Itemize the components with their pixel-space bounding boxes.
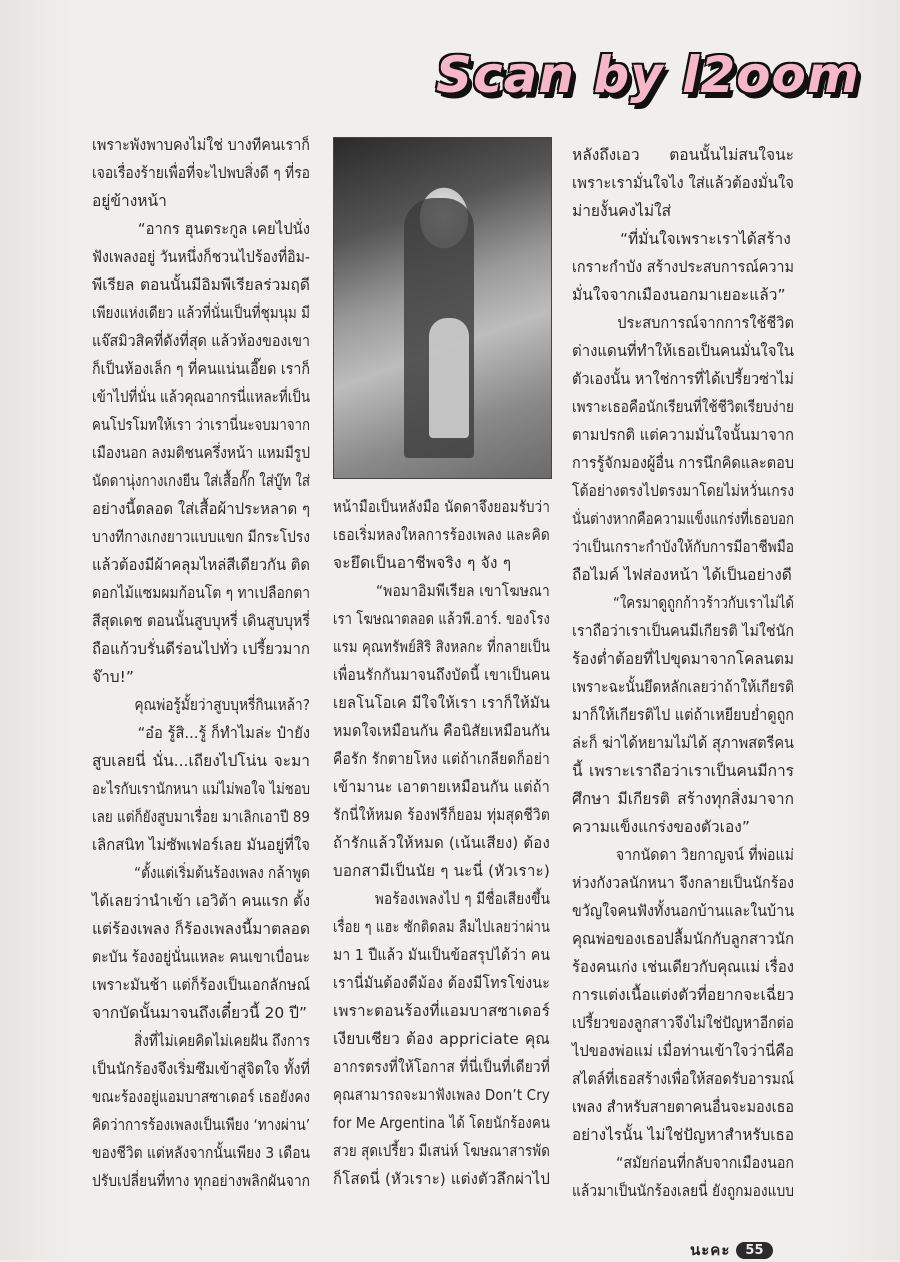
paragraph (92, 215, 310, 691)
text-line: หมดใจเหมือนกัน คือนิสัยเหมือนกัน (333, 722, 550, 740)
text-line: ห่วงกังวลนักหนา จึงกลายเป็นนักร้อง (572, 874, 794, 892)
text-line: แรม คุณทรัพย์สิริ สิงหลกะ ที่กลายเป็น (333, 638, 550, 656)
text-line: ถือแก้วบรั่นดีร่อนไปทั่ว เปรี้ยวมาก (92, 640, 310, 658)
text-line: สูบเลยนี่ นั่น...เถียงไปโน่น จะมา (92, 752, 310, 770)
text-line: เพียงแห่งเดียว แล้วที่นั่นเป็นที่ชุมนุม มี (92, 304, 310, 322)
text-line: เป็นนักร้องจึงเริ่มซึมเข้าสู่จิตใจ ทั้งที่ (92, 1060, 310, 1078)
photo-child-figure (429, 318, 469, 438)
text-line: นั่นต่างหากคือความแข็งแกร่งที่เธอบอก (572, 510, 794, 528)
paragraph (572, 1149, 794, 1205)
text-line: ก็โสดนี่ (หัวเราะ) แต่งตัวลึกผ่าไป (333, 1170, 550, 1188)
text-line: for Me Argentina ได้ โดยนักร้องคน (333, 1114, 550, 1132)
paragraph (92, 691, 310, 719)
text-line: คนโปรโมทให้เรา ว่าเรานี่นะจบมาจาก (92, 416, 310, 434)
text-line: เราถือว่าเราเป็นคนมีเกียรติ ไม่ใช่นัก (572, 622, 794, 640)
text-line: เรานี่มันต้องดีม้อง ต้องมีโทรโข่งนะ (333, 974, 550, 992)
text-line: เพราะตอนร้องที่แอมบาสซาเดอร์ (333, 1002, 550, 1020)
text-line: ตามปรกติ แต่ความมั่นใจนั้นมาจาก (572, 426, 794, 444)
text-line: เลิกสนิท ไม่ซัพเฟอร์เลย มันอยู่ที่ใจ (92, 836, 310, 854)
text-line: ฟังเพลงอยู่ วันหนึ่งก็ชวนไปร้องที่อิม- (92, 248, 310, 266)
text-line: “ที่มั่นใจเพราะเราได้สร้าง (620, 230, 791, 248)
text-line: ของชีวิต แต่หลังจากนั้นเพียง 3 เดือน (92, 1144, 310, 1162)
text-line: มาก็ให้เกียรติไป แต่ถ้าเหยียบย่ำดูถูก (572, 706, 794, 724)
text-line: พอร้องเพลงไป ๆ มีชื่อเสียงขึ้น (374, 890, 550, 908)
text-line: เงียบเชียว ต้อง appriciate คุณ (333, 1030, 550, 1048)
text-line: คือรัก รักตายโหง แต่ถ้าเกลียดก็อย่า (333, 750, 550, 768)
text-line: ตะบัน ร้องอยู่นั่นแหละ คนเขาเบื่อนะ (92, 948, 310, 966)
text-line: สไตล์ที่เธอสร้างเพื่อให้สอดรับอารมณ์ (572, 1070, 794, 1088)
text-line: ดอกไม้แซมผมก้อนโต ๆ ทาเปลือกตา (92, 584, 310, 602)
text-line: “ใครมาดูถูกก้าวร้าวกับเราไม่ได้ (612, 594, 794, 612)
text-line: เพราะมันช้า แต่ก็ร้องเป็นเอกลักษณ์ (92, 976, 310, 994)
paragraph (92, 1027, 310, 1195)
text-line: ขวัญใจคนฟังทั้งนอกบ้านและในบ้าน (572, 902, 794, 920)
paragraph (333, 885, 550, 1193)
text-line: อะไรกับเรานักหนา แม่ไม่พอใจ ไม่ชอบ (92, 780, 310, 798)
text-line: จ๊าบ!” (92, 668, 134, 686)
text-line: ตัวเองนั้น หาใช่การที่ได้เปรี้ยวซ่าไม่ (572, 370, 794, 388)
page-number: 55 (736, 1242, 772, 1259)
text-line: ม่ายงั้นคงไม่ใส่ (572, 202, 672, 220)
text-line: “อากร ฮุนตระกูล เคยไปนั่ง (137, 220, 310, 238)
text-line: อย่างไรนั้น ไม่ใช่ปัญหาสำหรับเธอ (572, 1126, 794, 1144)
text-line: เธอเริ่มหลงใหลการร้องเพลง และคิด (333, 526, 550, 544)
text-line: หลังถึงเอว ตอนนั้นไม่สนใจนะ (572, 146, 794, 164)
text-line: เพราะเรามั่นใจไง ใส่แล้วต้องมั่นใจ (572, 174, 794, 192)
text-line: เลย แต่ก็ยังสูบมาเรื่อย มาเลิกเอาปี 89 (92, 808, 310, 826)
text-line: ไปของพ่อแม่ เมื่อท่านเข้าใจว่านี่คือ (572, 1042, 794, 1060)
text-line: เพราะเธอคือนักเรียนที่ใช้ชีวิตเรียบง่าย (572, 398, 794, 416)
text-line: เจอเรื่องร้ายเพื่อที่จะไปพบสิ่งดี ๆ ที่รอ (92, 164, 310, 182)
page-footer (690, 1238, 773, 1262)
text-line: ปรับเปลี่ยนที่ทาง ทุกอย่างพลิกผันจาก (92, 1172, 310, 1190)
text-line: เพราะฉะนั้นยึดหลักเลยว่าถ้าให้เกียรติ (572, 678, 794, 696)
text-line: เปรี้ยวของลูกสาวจึงไม่ใช่ปัญหาอีกต่อ (572, 1014, 794, 1032)
text-line: คุณพ่อรู้มั้ยว่าสูบบุหรี่กินเหล้า? (134, 696, 310, 714)
text-line: ความแข็งแกร่งของตัวเอง” (572, 818, 750, 836)
paragraph (572, 841, 794, 1149)
paragraph (333, 493, 550, 577)
text-line: แล้วต้องมีผ้าคลุมไหล่สีเดียวกัน ติด (92, 556, 310, 574)
text-line: “สมัยก่อนที่กลับจากเมืองนอก (616, 1154, 794, 1172)
text-line: แจ๊สมิวสิคที่ดังที่สุด แล้วห้องของเขา (92, 332, 310, 350)
text-line: ศึกษา มีเกียรติ สร้างทุกสิ่งมาจาก (572, 790, 794, 808)
paragraph (92, 719, 310, 859)
article-column-2 (333, 493, 550, 1193)
text-line: “พอมาอิมพีเรียล เขาโฆษณา (375, 582, 550, 600)
text-line: นี้ เพราะเราถือว่าเราเป็นคนมีการ (572, 762, 794, 780)
text-line: นัดดานุ่งกางเกงยีน ใส่เสื้อกั๊ก ใส่บู๊ท ใส่ (92, 472, 310, 490)
text-line: ถือไมค์ ไฟส่องหน้า ได้เป็นอย่างดี (572, 566, 792, 584)
text-line: แล้วมาเป็นนักร้องเลยนี่ ยังถูกมองแบบ (572, 1182, 794, 1200)
text-line: โต้อย่างตรงไปตรงมาโดยไม่หวั่นเกรง (572, 482, 794, 500)
paragraph (572, 589, 794, 841)
text-line: เข้ามานะ เอาตายเหมือนกัน แต่ถ้า (333, 778, 550, 796)
text-line: พีเรียล ตอนนั้นมีอิมพีเรียลร่วมฤดี (92, 276, 310, 294)
paragraph (572, 141, 794, 225)
paragraph (92, 859, 310, 1027)
text-line: สิ่งที่ไม่เคยคิดไม่เคยฝัน ถึงการ (133, 1032, 310, 1050)
text-line: อย่างนี้ตลอด ใส่เสื้อผ้าประหลาด ๆ (92, 500, 310, 518)
text-line: ก็เป็นห้องเล็ก ๆ ที่คนแน่นเอี๊ยด เราก็ (92, 360, 310, 378)
text-line: เยลโนโอเค มีใจให้เรา เราก็ให้มัน (333, 694, 550, 712)
magazine-name: นะคะ (690, 1241, 731, 1259)
text-line: สีสุดเดช ตอนนั้นสูบบุหรี่ เดินสูบบุหรี่ (92, 612, 310, 630)
text-line: การรู้จักมองผู้อื่น การนึกคิดและตอบ (572, 454, 794, 472)
text-line: เพื่อนรักกันมาจนถึงบัดนี้ เขาเป็นคน (333, 666, 550, 684)
text-line: มา 1 ปีแล้ว มันเป็นข้อสรุปได้ว่า คน (333, 946, 550, 964)
text-line: เรา โฆษณาตลอด แล้วพี.อาร์. ของโรง (333, 610, 550, 628)
paragraph (572, 309, 794, 589)
text-line: คิดว่าการร้องเพลงเป็นเพียง ‘ทางผ่าน’ (92, 1116, 310, 1134)
text-line: ร้องต่ำต้อยที่ไปขุดมาจากโคลนตม (572, 650, 794, 668)
text-line: บอกสามีเป็นนัย ๆ นะนี่ (หัวเราะ) (333, 862, 550, 880)
paragraph (333, 577, 550, 885)
text-line: จากนัดดา วิยกาญจน์ ที่พ่อแม่ (615, 846, 794, 864)
text-line: จะยึดเป็นอาชีพจริง ๆ จัง ๆ (333, 554, 512, 572)
text-line: แต่ร้องเพลง ก็ร้องเพลงนี้มาตลอด (92, 920, 310, 938)
article-column-3 (572, 141, 794, 1205)
text-line: เพราะพังพาบคงไม่ใช่ บางทีคนเราก็ (92, 136, 310, 154)
text-line: ว่าเป็นเกราะกำบังให้กับการมีอาชีพมือ (572, 538, 794, 556)
article-photo (333, 137, 552, 479)
text-line: อยู่ข้างหน้า (92, 192, 167, 210)
text-line: ร้องคนเก่ง เช่นเดียวกับคุณแม่ เรื่อง (572, 958, 794, 976)
text-line: เกราะกำบัง สร้างประสบการณ์ความ (572, 258, 794, 276)
text-line: เพลง สำหรับสายตาคนอื่นจะมองเธอ (572, 1098, 794, 1116)
text-line: รักนี่ให้หมด ร้องฟรีก็ยอม ทุ่มสุดชีวิต (333, 806, 550, 824)
text-line: “ตั้งแต่เริ่มต้นร้องเพลง กล้าพูด (134, 864, 310, 882)
paragraph (92, 131, 310, 215)
text-line: การแต่งเนื้อแต่งตัวที่อยากจะเฉี่ยว (572, 986, 794, 1004)
text-line: ได้เลยว่านำเข้า เอวิต้า คนแรก ตั้ง (92, 892, 310, 910)
text-line: ขณะร้องอยู่แอมบาสซาเดอร์ เธอยังคง (92, 1088, 310, 1106)
text-line: บางทีกางเกงยาวแบบแขก มีกระโปรง (92, 528, 310, 546)
text-line: “อ๋อ รู้สิ...รู้ ก็ทำไมล่ะ ป๋ายัง (137, 724, 310, 742)
text-line: ถ้ารักแล้วให้หมด (เน้นเสียง) ต้อง (333, 834, 550, 852)
text-line: เรื่อย ๆ แฮะ ซักติดลม ลืมไปเลยว่าผ่าน (333, 918, 550, 936)
text-line: ประสบการณ์จากการใช้ชีวิต (617, 314, 794, 332)
scan-watermark: Scan by l2oom (436, 46, 860, 104)
text-line: ต่างแดนที่ทำให้เธอเป็นคนมั่นใจใน (572, 342, 794, 360)
text-line: อากรตรงที่ให้โอกาส ที่นี่เป็นที่เดียวที่ (333, 1058, 550, 1076)
paragraph (572, 225, 794, 309)
text-line: มั่นใจจากเมืองนอกมาเยอะแล้ว” (572, 286, 786, 304)
text-line: จากบัดนั้นมาจนถึงเดี๋ยวนี้ 20 ปี” (92, 1004, 308, 1022)
text-line: คุณสามารถจะมาฟังเพลง Don’t Cry (333, 1086, 550, 1104)
text-line: สวย สุดเปรี้ยว มีเสน่ห์ โฆษณาสารพัด (333, 1142, 550, 1160)
text-line: คุณพ่อของเธอปลื้มนักกับลูกสาวนัก (572, 930, 794, 948)
text-line: หน้ามือเป็นหลังมือ นัดดาจึงยอมรับว่า (333, 498, 550, 516)
article-column-1 (92, 131, 310, 1195)
text-line: ล่ะก็ ฆ่าได้หยามไม่ได้ สุภาพสตรีคน (572, 734, 794, 752)
text-line: เข้าไปที่นั่น แล้วคุณอากรนี่แหละที่เป็น (92, 388, 310, 406)
text-line: เมืองนอก ลงมติชนครึ่งหน้า แหมมีรูป (92, 444, 310, 462)
